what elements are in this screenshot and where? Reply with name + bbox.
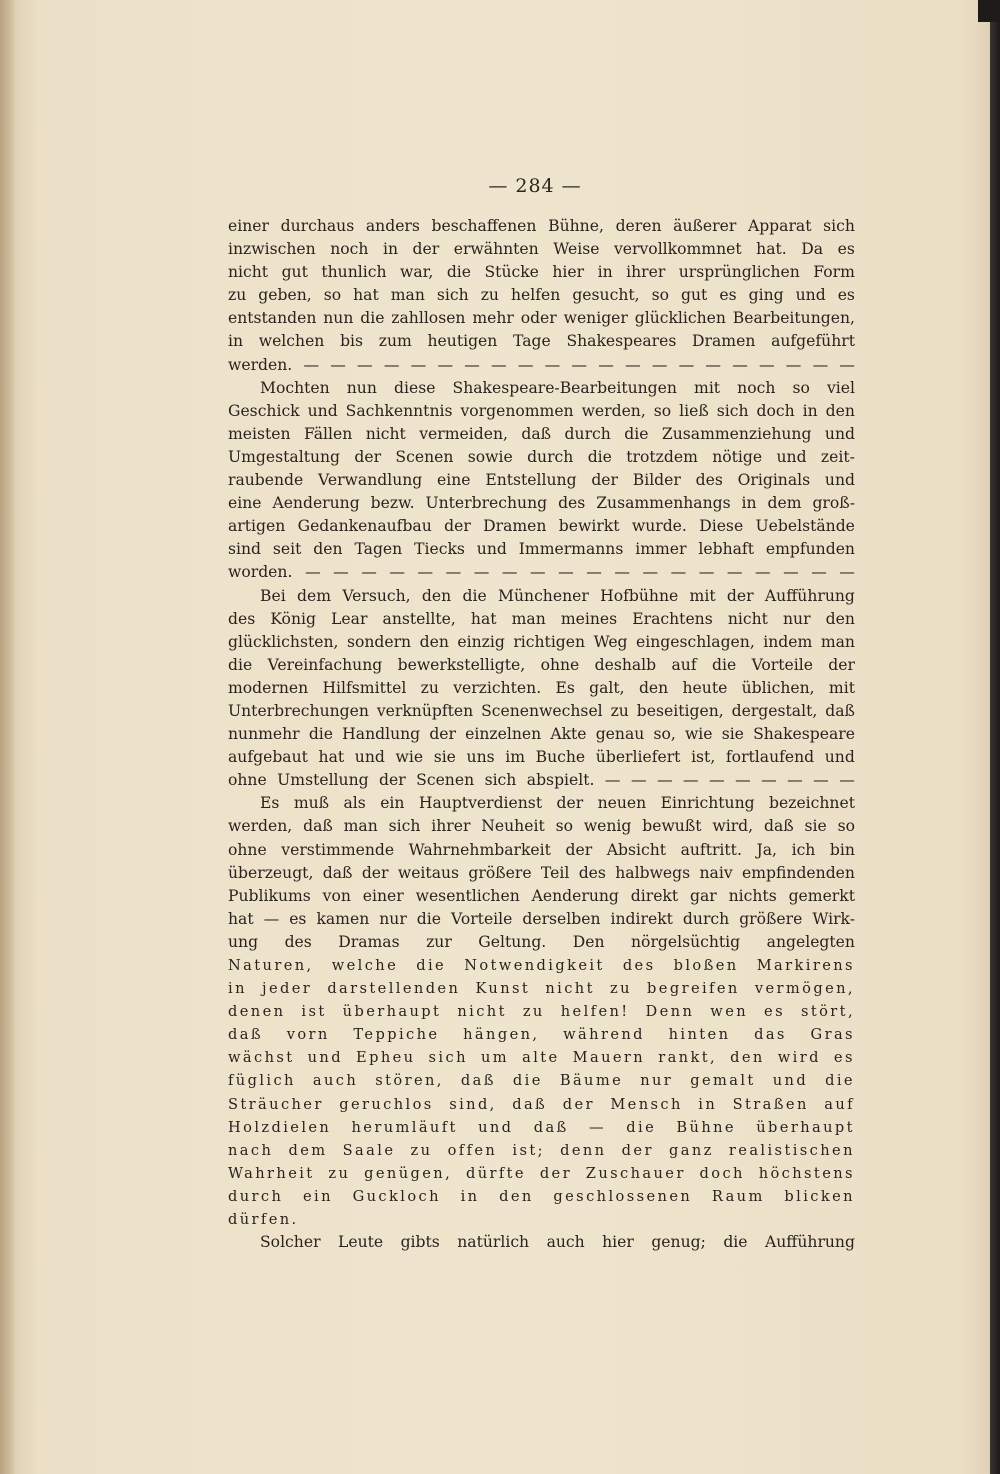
text-line: nach dem Saale zu offen ist; denn der ganz realistischen (228, 1141, 855, 1159)
text-line: Holzdielen herumläuft und daß — die Bühne überhaupt (228, 1118, 855, 1136)
text-line: in jeder darstellenden Kunst nicht zu begreifen vermögen, (228, 980, 855, 998)
text-line: eine Aenderung bezw. Unterbrechung des Zusammenhangs in dem groß- (228, 494, 855, 513)
text-line: in welchen bis zum heutigen Tage Shakespeares Dramen aufgeführt (228, 332, 855, 351)
corner-mark (978, 0, 1000, 22)
text-line: ohne Umstellung der Scenen sich abspielt. — — — — — — — — — — (228, 771, 855, 790)
page-number: — 284 — (488, 175, 582, 197)
text-line: modernen Hilfsmittel zu verzichten. Es galt, den heute üblichen, mit (228, 678, 855, 697)
text-line: Sträucher geruchlos sind, daß der Mensch in Straßen auf (228, 1095, 855, 1113)
text-line: dürfen. (228, 1211, 299, 1229)
text-line: sind seit den Tagen Tiecks und Immermanns immer lebhaft empfunden (228, 540, 855, 559)
text-line: entstanden nun die zahllosen mehr oder weniger glücklichen Bearbeitungen, (228, 309, 855, 328)
text-line: ung des Dramas zur Geltung. Den nörgelsüchtig angelegten (228, 932, 855, 951)
text-line: nicht gut thunlich war, die Stücke hier in ihrer ursprünglichen Form (228, 263, 855, 282)
text-line: Solcher Leute gibts natürlich auch hier genug; die Aufführung (260, 1233, 855, 1252)
text-line: Mochten nun diese Shakespeare-Bearbeitungen mit noch so viel (260, 378, 855, 397)
text-line: einer durchaus anders beschaffenen Bühne, deren äußerer Apparat sich (228, 217, 855, 235)
text-line: Bei dem Versuch, den die Münchener Hofbühne mit der Aufführung (260, 586, 855, 605)
text-line: inzwischen noch in der erwähnten Weise vervollkommnet hat. Da es (228, 240, 855, 259)
text-line: Wahrheit zu genügen, dürfte der Zuschauer doch höchstens (228, 1164, 855, 1182)
text-line: worden. — — — — — — — — — — — — — — — — — — — — (228, 563, 855, 582)
text-line: füglich auch stören, daß die Bäume nur gemalt und die (228, 1072, 855, 1090)
text-line: Es muß als ein Hauptverdienst der neuen Einrichtung bezeichnet (260, 794, 855, 813)
book-edge (990, 0, 1000, 1474)
page-gutter (0, 0, 14, 1474)
text-line: glücklichsten, sondern den einzig richtigen Weg eingeschlagen, indem man (228, 632, 855, 651)
text-line: werden. — — — — — — — — — — — — — — — — — — — — — (228, 355, 855, 374)
text-line: Umgestaltung der Scenen sowie durch die trotzdem nötige und zeit- (228, 447, 855, 466)
text-line: Unterbrechungen verknüpften Scenenwechsel zu beseitigen, dergestalt, daß (228, 701, 855, 720)
text-line: Naturen, welche die Notwendigkeit des bloßen Markirens (228, 957, 855, 974)
text-line: nunmehr die Handlung der einzelnen Akte genau so, wie sie Shakespeare (228, 725, 855, 744)
text-line: artigen Gedankenaufbau der Dramen bewirkt wurde. Diese Uebelstände (228, 517, 855, 536)
text-line: des König Lear anstellte, hat man meines Erachtens nicht nur den (228, 609, 855, 628)
text-line: denen ist überhaupt nicht zu helfen! Denn wen es stört, (228, 1003, 855, 1021)
text-line: die Vereinfachung bewerkstelligte, ohne deshalb auf die Vorteile der (228, 655, 855, 674)
text-line: überzeugt, daß der weitaus größere Teil des halbwegs naiv empfindenden (228, 863, 855, 882)
text-line: wächst und Epheu sich um alte Mauern rankt, den wird es (228, 1049, 855, 1067)
text-line: meisten Fällen nicht vermeiden, daß durch die Zusammenziehung und (228, 424, 855, 443)
text-line: raubende Verwandlung eine Entstellung der Bilder des Originals und (228, 471, 855, 490)
text-line: werden, daß man sich ihrer Neuheit so wenig bewußt wird, daß sie so (228, 817, 855, 836)
text-line: durch ein Guckloch in den geschlossenen Raum blicken (228, 1187, 855, 1205)
text-line: daß vorn Teppiche hängen, während hinten das Gras (228, 1026, 855, 1044)
text-line: zu geben, so hat man sich zu helfen gesucht, so gut es ging und es (228, 286, 855, 305)
text-line: hat — es kamen nur die Vorteile derselben indirekt durch größere Wirk- (228, 909, 855, 928)
text-line: aufgebaut hat und wie sie uns im Buche überliefert ist, fortlaufend und (228, 748, 855, 767)
text-line: Geschick und Sachkenntnis vorgenommen werden, so ließ sich doch in den (228, 401, 855, 420)
text-line: ohne verstimmende Wahrnehmbarkeit der Absicht auftritt. Ja, ich bin (228, 840, 855, 859)
text-line: Publikums von einer wesentlichen Aenderung direkt gar nichts gemerkt (228, 886, 855, 905)
body-text (228, 215, 855, 1254)
